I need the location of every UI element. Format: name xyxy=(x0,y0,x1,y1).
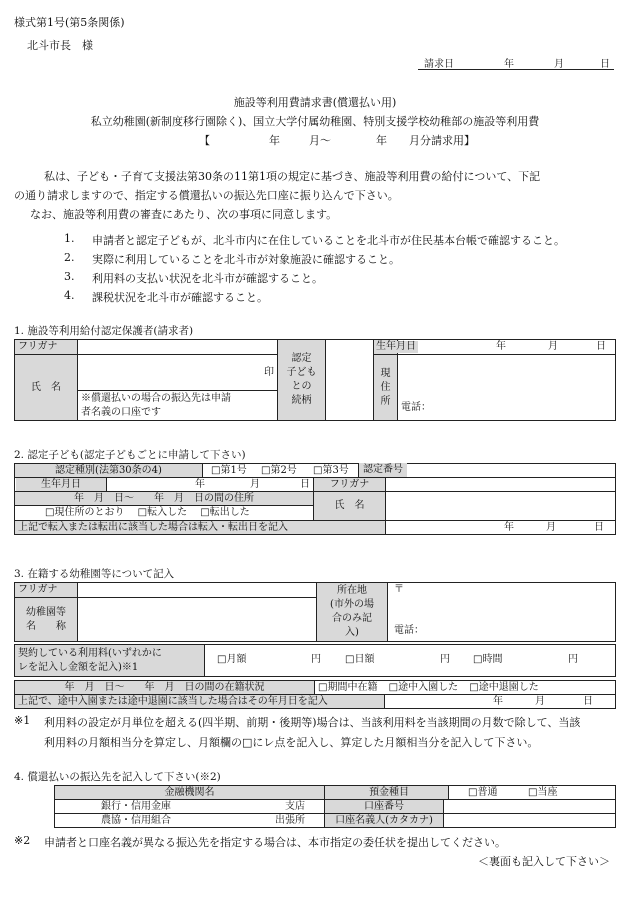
section-3-heading: 3. 在籍する幼稚園等について記入 xyxy=(14,568,175,580)
note-1-line-1: 利用料の設定が月単位を超える(四半期、前期・後期等)場合は、当該利用料を当該期間の月数で除して、当該 xyxy=(44,716,581,729)
mid-withdraw-checkbox[interactable]: □途中退園した xyxy=(469,681,539,693)
residence-status[interactable] xyxy=(15,492,314,521)
account-number-label: 口座番号 xyxy=(325,800,444,813)
relationship-label xyxy=(278,340,326,421)
request-date-month: 月 xyxy=(554,59,564,70)
guardian-birth-year: 年 xyxy=(496,341,506,352)
period-month1: 月～ xyxy=(309,134,331,147)
guardian-furigana-field[interactable] xyxy=(78,340,278,355)
postal-mark: 〒 xyxy=(394,584,404,595)
request-date-day: 日 xyxy=(600,59,610,70)
fee-table xyxy=(14,644,616,677)
facility-name-label xyxy=(15,598,78,642)
child-furigana-field[interactable] xyxy=(386,478,616,492)
move-date-note: 上記で転入または転出に該当した場合は転入・転出日を記入 xyxy=(15,521,386,535)
child-name-field[interactable] xyxy=(386,492,616,521)
moved-out-checkbox[interactable]: □転出した xyxy=(200,507,250,518)
addr-l2: 住 xyxy=(380,381,391,393)
consent-num-3: 3. xyxy=(64,270,75,283)
intro-line-3: なお、施設等利用費の審査にあたり、次の事項に同意します。 xyxy=(30,208,338,221)
rel-l3: との xyxy=(291,381,312,392)
guardian-birth-month: 月 xyxy=(548,341,558,352)
move-date-field[interactable] xyxy=(386,521,616,535)
facility-furigana-label: フリガナ xyxy=(15,583,78,598)
cert-number-label: 認定番号 xyxy=(358,463,407,477)
daily-fee-checkbox[interactable]: □日額 xyxy=(345,654,375,665)
section-2-heading: 2. 認定子ども(認定子どもごとに申請して下さい) xyxy=(14,449,246,461)
mid-enroll-checkbox[interactable]: □途中入園した xyxy=(388,681,459,693)
facility-location-field[interactable] xyxy=(388,583,616,642)
child-birth-year: 年 xyxy=(195,479,205,490)
guardian-name-field[interactable] xyxy=(78,355,278,391)
account-type-field[interactable] xyxy=(369,786,616,800)
daily-yen: 円 xyxy=(440,654,450,665)
office-label: 出張所 xyxy=(275,815,305,826)
bank-type-2: 農協・信用組合 xyxy=(101,815,171,826)
child-birth-row[interactable] xyxy=(15,478,314,492)
cert-number-field[interactable] xyxy=(386,464,616,478)
child-furigana-label: フリガナ xyxy=(314,478,386,492)
child-birth-label: 生年月日 xyxy=(16,478,107,491)
rel-l2: 子ども xyxy=(286,367,317,378)
relationship-field[interactable] xyxy=(326,340,374,421)
fee-label xyxy=(15,645,205,677)
bank-table xyxy=(54,785,616,828)
current-account-checkbox[interactable]: □当座 xyxy=(528,787,558,798)
intro-line-1: 私は、子ども・子育て支援法第30条の11第1項の規定に基づき、施設等利用費の給付について、下記 xyxy=(44,170,541,183)
facility-l2: 名 称 xyxy=(26,620,66,632)
child-table xyxy=(14,463,616,535)
period-year1: 年 xyxy=(269,134,280,147)
child-name-label: 氏 名 xyxy=(314,492,386,521)
facility-l1: 幼稚園等 xyxy=(26,606,66,618)
child-birth-day: 日 xyxy=(300,479,310,490)
guardian-table xyxy=(14,339,616,421)
addr-l3: 所 xyxy=(380,395,391,407)
guardian-name-label: 氏 名 xyxy=(15,355,78,421)
enrollment-table xyxy=(14,680,616,709)
account-note xyxy=(78,391,278,421)
loc-l4: 入) xyxy=(345,627,359,638)
branch-label: 支店 xyxy=(285,801,305,812)
bank-type-1: 銀行・信用金庫 xyxy=(101,801,171,812)
form-subtitle: 私立幼稚園(新制度移行園除く)、国立大学付属幼稚園、特別支援学校幼稚部の施設等利用費 xyxy=(90,115,540,128)
guardian-birth-field[interactable] xyxy=(376,340,616,355)
move-date-month: 月 xyxy=(546,522,556,533)
intro-line-2: の通り請求しますので、指定する償還払いの振込先口座に振り込んで下さい。 xyxy=(14,189,399,202)
consent-item-1: 申請者と認定子どもが、北斗市内に在住していることを北斗市が住民基本台帳で確認すること。 xyxy=(92,234,565,247)
child-birth-month: 月 xyxy=(250,479,260,490)
request-date-label: 請求日 xyxy=(424,59,454,70)
facility-phone-label: 電話： xyxy=(394,625,424,636)
account-note-l2: 者名義の口座です xyxy=(81,406,161,418)
hourly-fee-checkbox[interactable]: □時間 xyxy=(473,654,503,665)
moved-in-checkbox[interactable]: □転入した xyxy=(137,507,188,518)
note-1-mark: ※1 xyxy=(14,714,31,727)
consent-item-3: 利用料の支払い状況を北斗市が確認すること。 xyxy=(92,272,323,285)
cert-type-1-checkbox[interactable]: □第1号 xyxy=(211,465,247,476)
account-holder-label: 口座名義人(カタカナ) xyxy=(325,814,444,827)
facility-table xyxy=(14,582,616,642)
period-close: 月分請求用】 xyxy=(409,134,475,147)
fee-l2: レを記入し金額を記入)※1 xyxy=(18,661,139,673)
account-type-label: 預金種目 xyxy=(330,786,449,799)
footer-note: ＜裏面も記入して下さい＞ xyxy=(478,855,610,868)
residence-period-label: 年 月 日～ 年 月 日の間の住所 xyxy=(15,492,313,506)
account-note-l1: ※償還払いの場合の振込先は申請 xyxy=(81,392,231,404)
period-year2: 年 xyxy=(376,134,387,147)
enrollment-period-label: 年 月 日～ 年 月 日の間の在籍状況 xyxy=(15,681,315,695)
guardian-birth-day: 日 xyxy=(596,341,606,352)
account-number-field[interactable] xyxy=(325,800,616,814)
move-date-year: 年 xyxy=(504,522,514,533)
address-field[interactable] xyxy=(398,355,616,421)
period-open: 【 xyxy=(199,134,210,147)
guardian-phone-label: 電話： xyxy=(401,402,431,413)
seal-mark: 印 xyxy=(264,366,274,378)
cert-type-options[interactable] xyxy=(203,464,403,478)
facility-location-label xyxy=(317,583,388,642)
same-address-checkbox[interactable]: □現住所のとおり xyxy=(45,507,125,518)
mid-date-month: 月 xyxy=(535,696,545,707)
ordinary-account-checkbox[interactable]: □普通 xyxy=(468,787,498,798)
enrollment-options[interactable] xyxy=(315,681,616,695)
rel-l1: 認定 xyxy=(291,353,312,364)
request-date-year: 年 xyxy=(504,59,514,70)
addr-l1: 現 xyxy=(380,367,391,379)
bank-field-2[interactable] xyxy=(55,814,325,828)
mid-date-day: 日 xyxy=(583,696,593,707)
note-1-line-2: 利用料の月額相当分を算定し、月額欄の□にレ点を記入し、算定した月額相当分を記入して下さい。 xyxy=(44,736,539,749)
hourly-yen: 円 xyxy=(568,654,578,665)
birth-label-text: 生年月日 xyxy=(376,341,416,352)
monthly-fee-checkbox[interactable]: □月額 xyxy=(217,654,247,665)
bank-name-label: 金融機関名 xyxy=(55,786,325,800)
cert-type-3-checkbox[interactable]: □第3号 xyxy=(313,465,349,476)
section-1-heading: 1. 施設等利用給付認定保護者(請求者) xyxy=(14,325,194,337)
section-4-heading: 4. 償還払いの振込先を記入して下さい(※2) xyxy=(14,771,221,783)
loc-l2: (市外の場 xyxy=(330,599,374,610)
cert-type-label: 認定種別(法第30条の4) xyxy=(15,464,203,478)
request-period[interactable] xyxy=(0,132,630,146)
consent-num-1: 1. xyxy=(64,232,75,245)
rel-l4: 続柄 xyxy=(291,395,312,406)
facility-name-field[interactable] xyxy=(78,598,317,642)
monthly-yen: 円 xyxy=(311,654,321,665)
bank-field-1[interactable] xyxy=(55,800,325,814)
guardian-furigana-label: フリガナ xyxy=(15,340,78,355)
loc-l1: 所在地 xyxy=(337,585,367,596)
cert-type-2-checkbox[interactable]: □第2号 xyxy=(261,465,297,476)
consent-item-4: 課税状況を北斗市が確認すること。 xyxy=(92,291,268,304)
enrolled-full-checkbox[interactable]: □期間中在籍 xyxy=(318,681,378,693)
addressee: 北斗市長 様 xyxy=(27,39,93,52)
address-label xyxy=(374,355,398,421)
loc-l3: 合のみ記 xyxy=(332,613,372,624)
note-2-mark: ※2 xyxy=(14,834,31,847)
consent-num-2: 2. xyxy=(64,251,75,264)
consent-num-4: 4. xyxy=(64,289,75,302)
facility-furigana-field[interactable] xyxy=(78,583,317,598)
fee-l1: 契約している利用料(いずれかに xyxy=(18,647,162,659)
note-2-text: 申請者と口座名義が異なる振込先を指定する場合は、本市指定の委任状を提出してください。 xyxy=(44,836,506,849)
request-date[interactable] xyxy=(418,54,614,70)
form-number: 様式第1号(第5条関係) xyxy=(14,16,125,29)
mid-date-year: 年 xyxy=(493,696,503,707)
mid-date-field[interactable] xyxy=(385,695,616,709)
consent-item-2: 実際に利用していることを北斗市が対象施設に確認すること。 xyxy=(92,253,400,266)
fee-options[interactable] xyxy=(205,645,616,677)
move-date-day: 日 xyxy=(594,522,604,533)
mid-date-note: 上記で、途中入園または途中退園に該当した場合はその年月日を記入 xyxy=(15,695,385,709)
form-title: 施設等利用費請求書(償還払い用) xyxy=(233,96,397,109)
account-holder-field[interactable] xyxy=(325,814,616,828)
